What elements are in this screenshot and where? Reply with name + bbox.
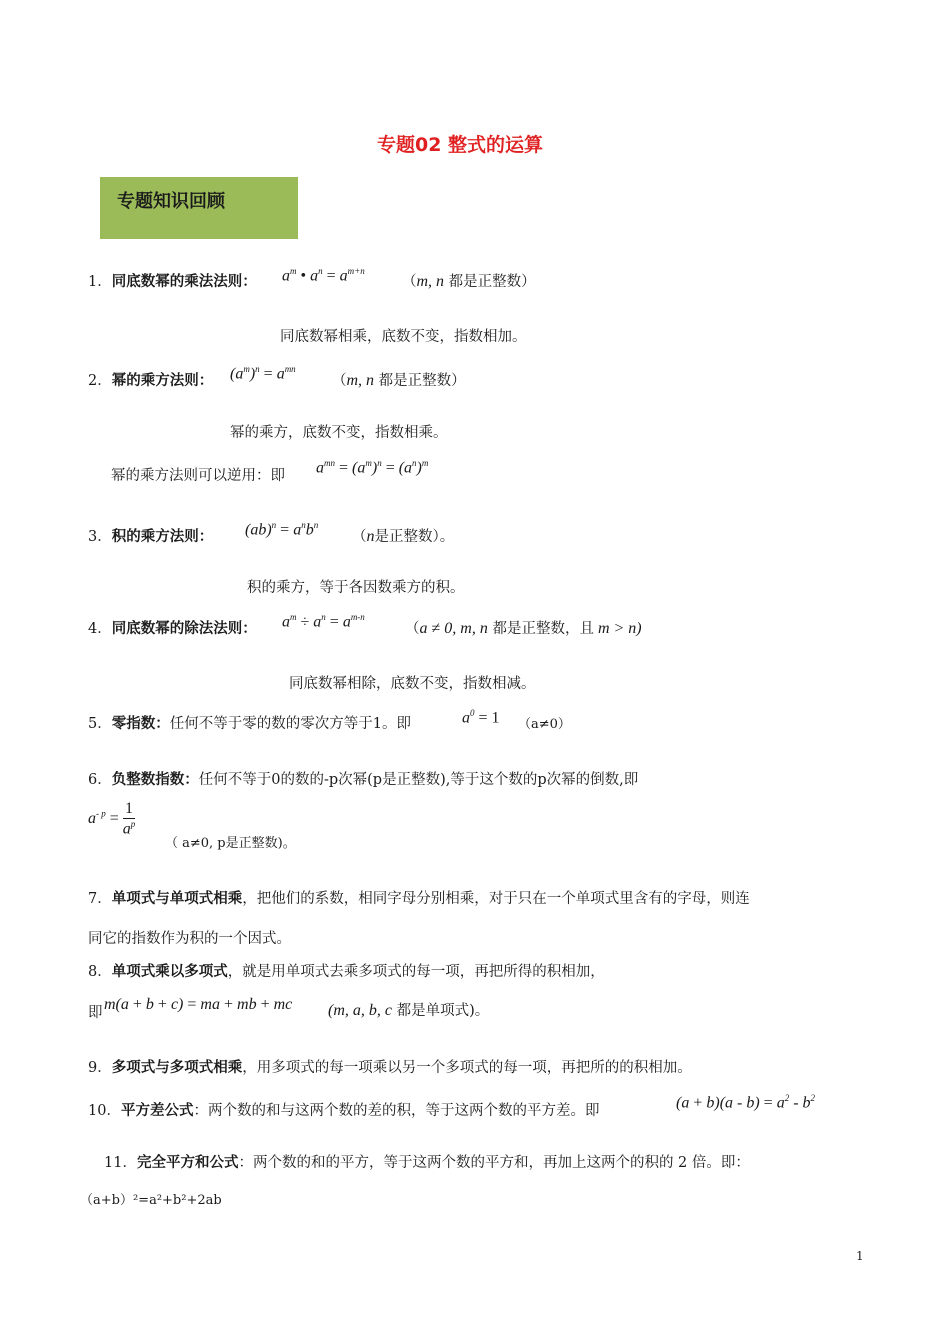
rule-1-description: 同底数幂相乘，底数不变，指数相加。 — [280, 329, 527, 345]
rule-5 — [88, 714, 411, 734]
rule-8-condition: (m, a, b, c 都是单项式)。 — [328, 1002, 490, 1019]
rule-2-formula: $(a^m)^n = a^{mn}$ — [230, 364, 296, 383]
rule-2-inverse-formula: $a^{mn} = (a^m)^n = (a^n)^m$ — [316, 458, 429, 477]
rule-name: 同底数幂的乘法法则： — [111, 274, 257, 290]
rule-3-formula: $(ab)^n = a^nb^n$ — [245, 520, 319, 539]
rule-body: 任何不等于0的数的-p次幂(p是正整数),等于这个数的p次幂的倒数,即 — [198, 772, 639, 788]
rule-number: 6． — [88, 772, 112, 788]
rule-7-line-1 — [88, 889, 750, 909]
rule-2-description: 幂的乘方，底数不变，指数相乘。 — [230, 425, 448, 441]
rule-name: 幂的乘方法则： — [111, 373, 214, 389]
rule-6-formula: $a^{- p}$ = $\frac{1}{a^p}$ — [88, 800, 136, 838]
rule-5-formula: $a^0 = 1$ — [462, 708, 500, 727]
rule-body: ，用多项式的每一项乘以另一个多项式的每一项，再把所的的积相加。 — [242, 1060, 692, 1076]
rule-1-formula: $a^m$ • $a^n = a^{m+n}$ — [282, 266, 365, 285]
rule-number: 2． — [88, 373, 112, 389]
page-number: 1 — [856, 1249, 864, 1263]
rule-1-heading — [88, 272, 257, 292]
rule-number: 9． — [88, 1060, 112, 1076]
rule-name: 积的乘方法则： — [111, 529, 214, 545]
rule-body: ，把他们的系数，相同字母分别相乘，对于只在一个单项式里含有的字母，则连 — [242, 891, 750, 907]
rule-8-lead: 即 — [88, 1005, 103, 1021]
rule-1-condition: （m, n 都是正整数） — [402, 273, 536, 290]
rule-4-description: 同底数幂相除，底数不变，指数相减。 — [289, 676, 536, 692]
rule-10-formula: $(a + b)(a - b) = a^2 - b^2$ — [676, 1093, 816, 1112]
rule-name: 负整数指数： — [111, 772, 199, 788]
rule-11 — [104, 1153, 750, 1173]
rule-number: 8． — [88, 964, 112, 980]
rule-name: 平方差公式 — [120, 1103, 194, 1119]
rule-number: 5． — [88, 716, 112, 732]
rule-number: 3． — [88, 529, 112, 545]
rule-10 — [88, 1101, 599, 1121]
rule-4-heading — [88, 619, 257, 639]
rule-name: 单项式乘以多项式 — [111, 964, 228, 980]
rule-number: 11． — [104, 1155, 137, 1171]
rule-name: 完全平方和公式 — [136, 1155, 239, 1171]
rule-body: ：两个数的和与这两个数的差的积，等于这两个数的平方差。即 — [193, 1103, 600, 1119]
rule-4-condition: （a ≠ 0, m, n 都是正整数，且 m > n) — [405, 620, 642, 637]
rule-6-condition: （ a≠0, p是正整数)。 — [165, 836, 296, 851]
rule-3-condition: （n是正整数）。 — [352, 528, 455, 545]
rule-number: 7． — [88, 891, 112, 907]
rule-name: 多项式与多项式相乘 — [111, 1060, 243, 1076]
rule-2-condition: （m, n 都是正整数） — [332, 372, 466, 389]
page-title: 专题02 整式的运算 — [377, 134, 544, 156]
rule-body: ，就是用单项式去乘多项式的每一项，再把所得的积相加， — [227, 964, 605, 980]
rule-number: 1． — [88, 274, 112, 290]
rule-2-inverse: 幂的乘方法则可以逆用：即 — [111, 468, 285, 484]
rule-name: 零指数： — [111, 716, 170, 732]
rule-body: 任何不等于零的数的零次方等于1。即 — [169, 716, 411, 732]
rule-name: 同底数幂的除法法则： — [111, 621, 257, 637]
section-heading: 专题知识回顾 — [100, 177, 298, 239]
rule-6 — [88, 770, 638, 790]
rule-body: ：两个数的和的平方，等于这两个数的平方和，再加上这两个的积的 2 倍。即： — [238, 1155, 750, 1171]
rule-name: 单项式与单项式相乘 — [111, 891, 243, 907]
rule-7-line-2: 同它的指数作为积的一个因式。 — [88, 931, 291, 947]
rule-11-formula: （a+b）²=a²+b²+2ab — [80, 1193, 222, 1208]
rule-3-heading — [88, 527, 213, 547]
rule-number: 4． — [88, 621, 112, 637]
rule-2-heading — [88, 371, 213, 391]
rule-4-formula: $a^m \div a^n = a^{m-n}$ — [282, 612, 365, 631]
rule-5-condition: （a≠0） — [518, 717, 571, 732]
rule-9 — [88, 1058, 692, 1078]
rule-number: 10． — [88, 1103, 121, 1119]
rule-8-line-1 — [88, 962, 605, 982]
rule-3-description: 积的乘方，等于各因数乘方的积。 — [247, 580, 465, 596]
rule-8-formula: m(a + b + c) = ma + mb + mc — [104, 996, 293, 1013]
